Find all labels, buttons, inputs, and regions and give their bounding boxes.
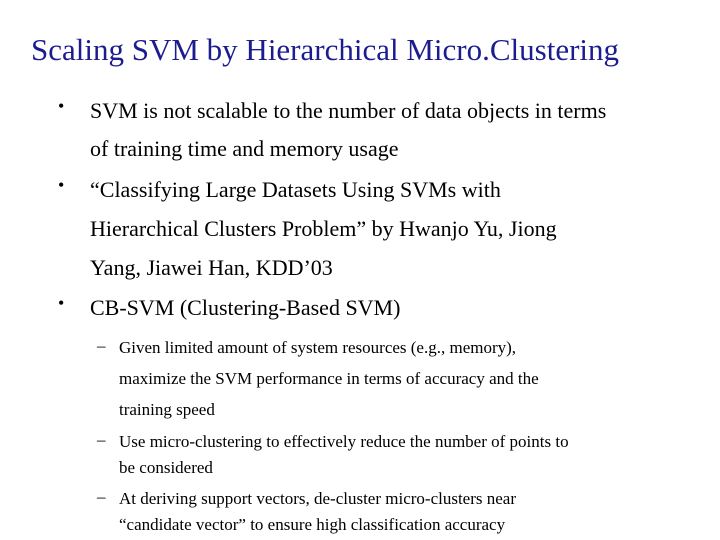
bullet-text bbox=[90, 293, 700, 323]
bullet-line: Yang, Jiawei Han, KDD’03 bbox=[90, 255, 333, 280]
sub-bullet-line: maximize the SVM performance in terms of accuracy and the bbox=[119, 369, 539, 388]
sub-bullet-text bbox=[119, 430, 699, 482]
bullet-text bbox=[90, 175, 700, 292]
sub-bullet-line: Given limited amount of system resources (e.g., memory), bbox=[119, 338, 517, 357]
bullet-text bbox=[90, 96, 700, 172]
sub-bullet-line: “candidate vector” to ensure high classification accuracy bbox=[119, 515, 506, 534]
sub-bullet-line: At deriving support vectors, de-cluster micro-clusters near bbox=[119, 489, 517, 508]
bullet-line: SVM is not scalable to the number of data objects in terms bbox=[90, 98, 607, 123]
bullet-marker: • bbox=[58, 175, 65, 195]
slide-title: Scaling SVM by Hierarchical Micro.Clustering bbox=[31, 32, 620, 67]
sub-bullet-text bbox=[119, 487, 699, 539]
sub-bullet-marker: – bbox=[97, 487, 106, 506]
bullet-line: “Classifying Large Datasets Using SVMs with bbox=[90, 177, 501, 202]
bullet-line: CB-SVM (Clustering-Based SVM) bbox=[90, 295, 401, 320]
sub-bullet-marker: – bbox=[97, 430, 106, 449]
bullet-line: Hierarchical Clusters Problem” by Hwanjo Yu, Jiong bbox=[90, 216, 557, 241]
bullet-line: of training time and memory usage bbox=[90, 136, 399, 161]
sub-bullet-marker: – bbox=[97, 336, 106, 355]
bullet-marker: • bbox=[58, 293, 65, 313]
sub-bullet-text bbox=[119, 336, 699, 429]
sub-bullet-line: training speed bbox=[119, 400, 215, 419]
bullet-marker: • bbox=[58, 96, 65, 116]
sub-bullet-line: be considered bbox=[119, 458, 213, 477]
sub-bullet-line: Use micro-clustering to effectively reduce the number of points to bbox=[119, 432, 569, 451]
